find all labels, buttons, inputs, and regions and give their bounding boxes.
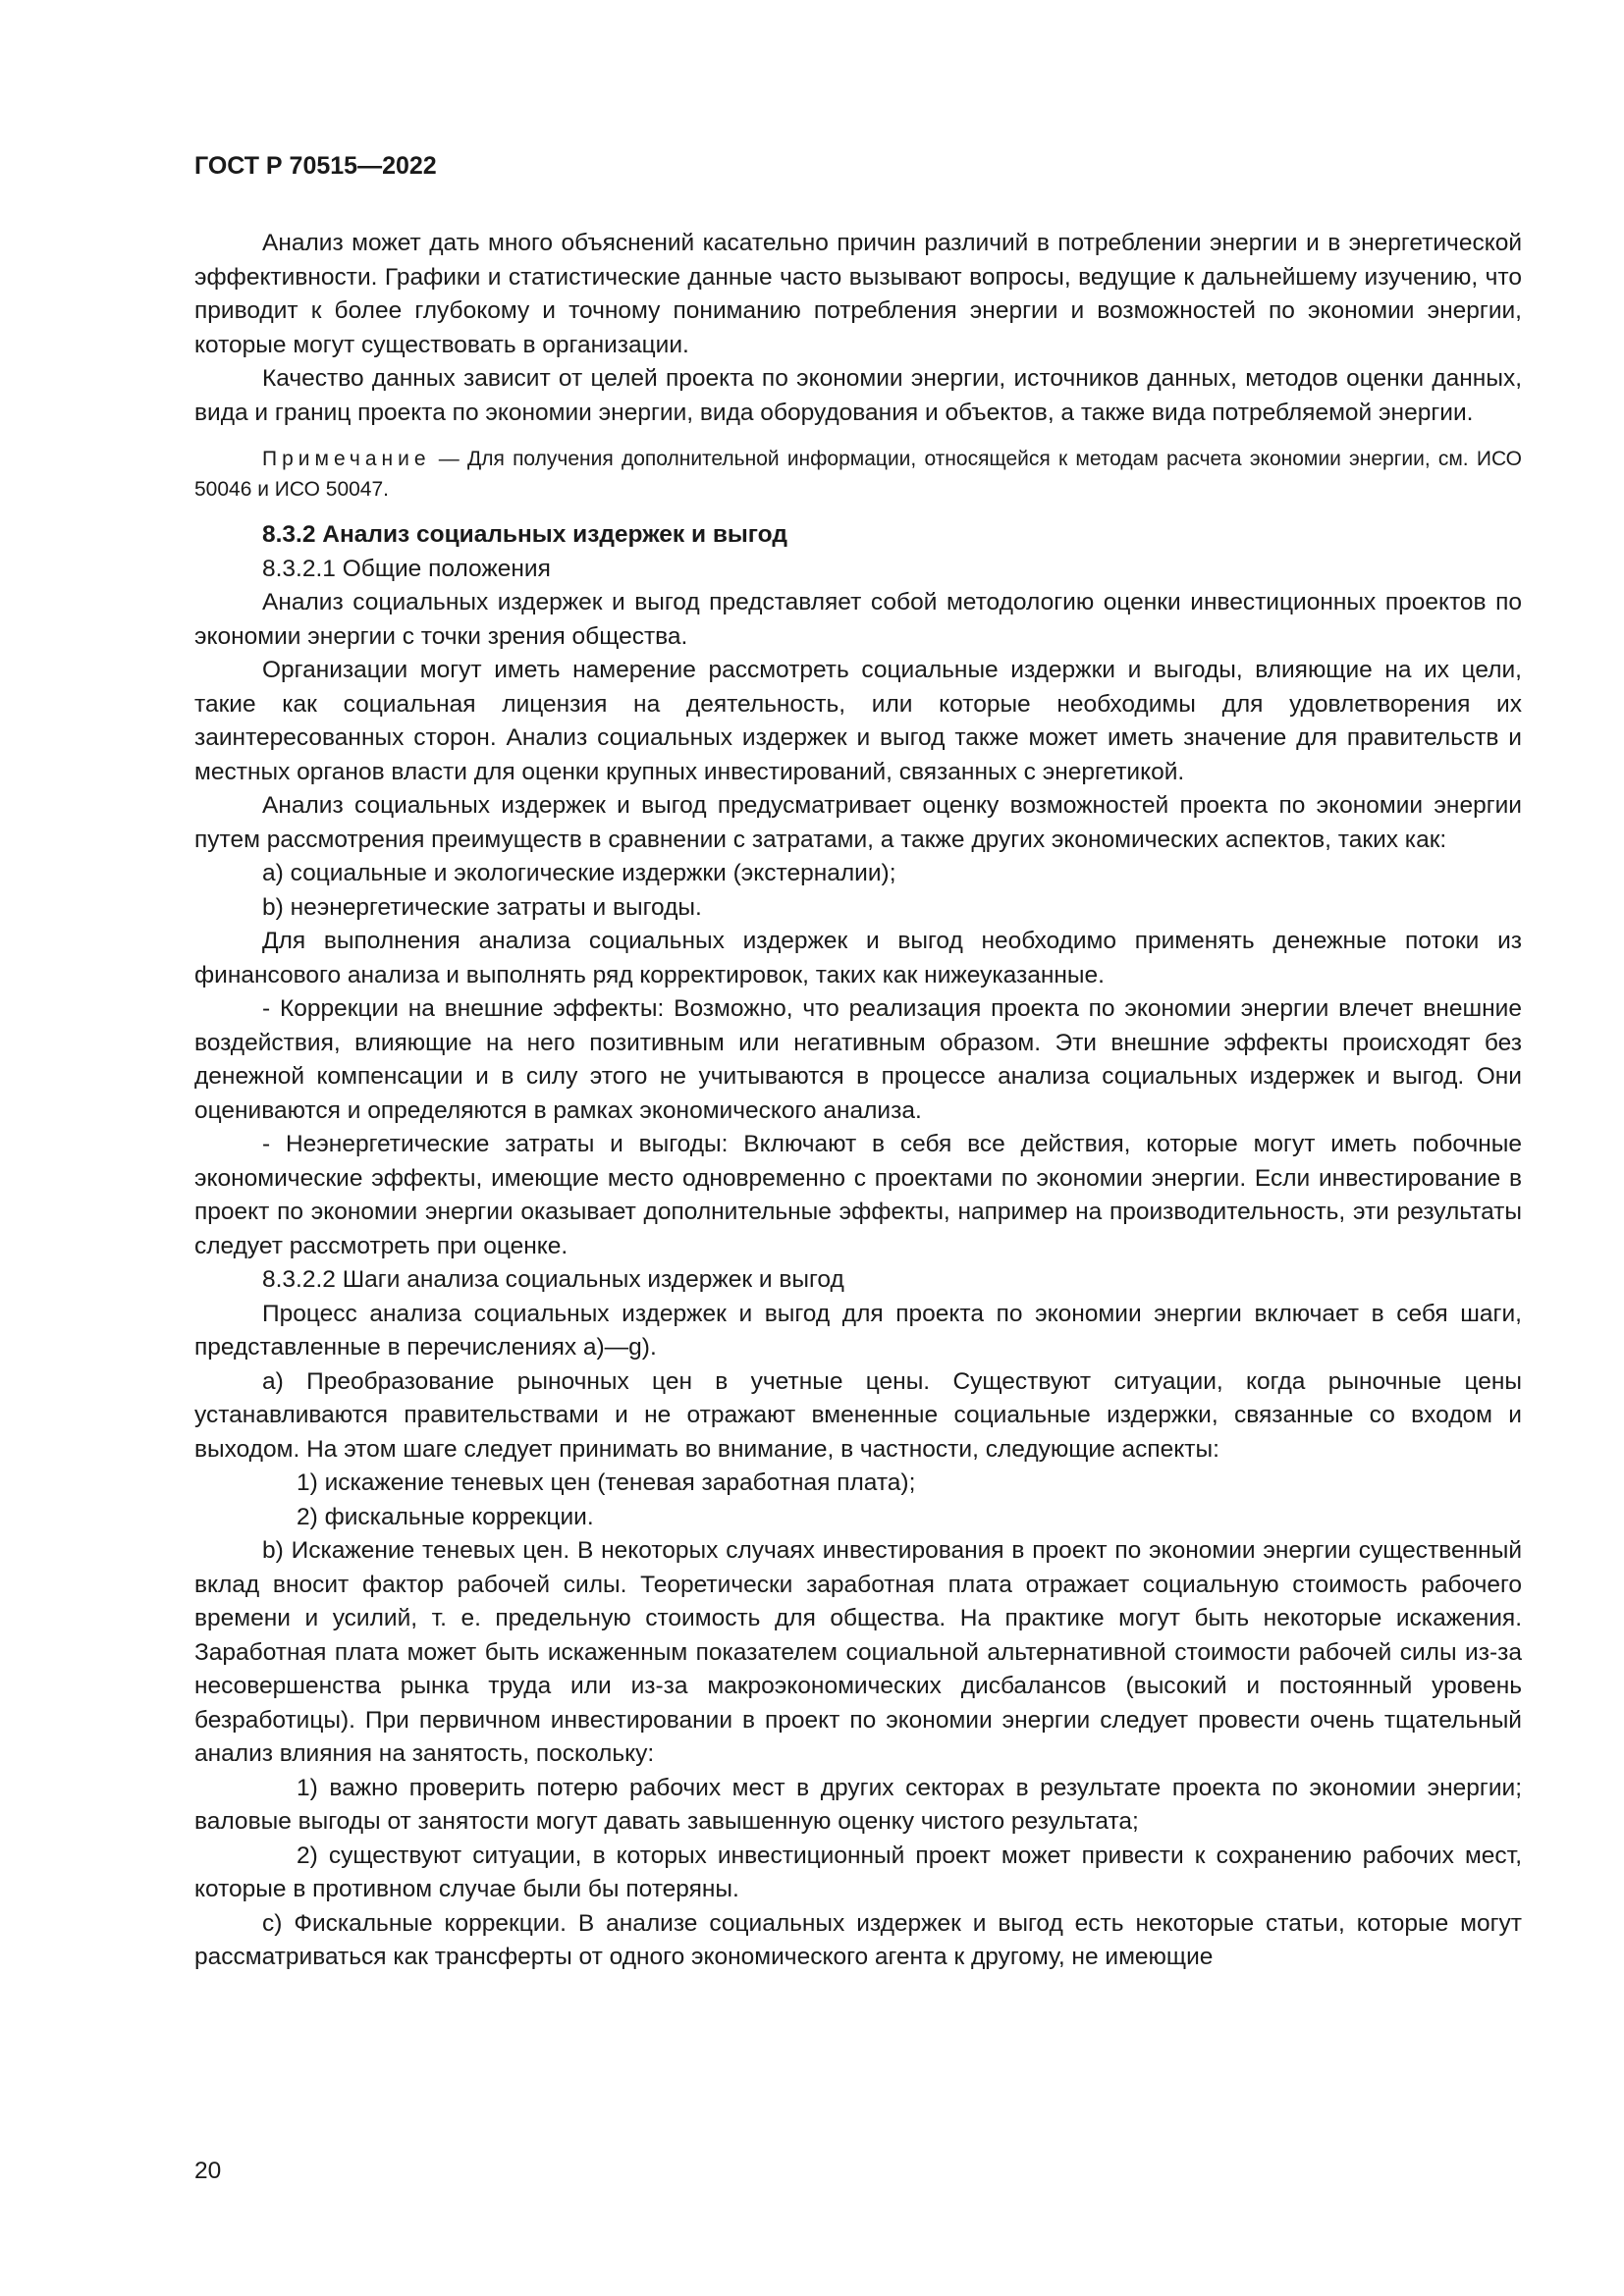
dash-item: - Неэнергетические затраты и выгоды: Включают в себя все действия, которые могут иметь побочные экономические эффекты, имеющие место одновременно с проектами по экономии энергии. Если инвестирование в проект по экономии энергии оказывает дополнительные эффекты, например на производительность, эти результаты следует рассмотреть при оценке. (194, 1131, 1522, 1259)
section-heading: 8.3.2 Анализ социальных издержек и выгод (262, 521, 787, 548)
paragraph: Для выполнения анализа социальных издержек и выгод необходимо применять денежные потоки из финансового анализа и выполнять ряд корректировок, таких как нижеуказанные. (194, 928, 1522, 988)
page-content (194, 227, 1522, 1975)
paragraph: Анализ социальных издержек и выгод предусматривает оценку возможностей проекта по экономии энергии путем рассмотрения преимуществ в сравнении с затратами, а также других экономических аспектов, таких как: (194, 792, 1522, 853)
step-item: а) Преобразование рыночных цен в учетные цены. Существуют ситуации, когда рыночные цены устанавливаются правительствами и не отражают вмененные социальные издержки, связанные со входом и выходом. На этом шаге следует принимать во внимание, в частности, следующие аспекты: (194, 1367, 1522, 1463)
paragraph: Качество данных зависит от целей проекта по экономии энергии, источников данных, методов оценки данных, вида и границ проекта по экономии энергии, вида оборудования и объектов, а также вида потребляемой энергии. (194, 365, 1522, 426)
list-item: 2) существуют ситуации, в которых инвестиционный проект может привести к сохранению рабочих мест, которые в противном случае были бы потеряны. (194, 1842, 1522, 1902)
paragraph: Анализ социальных издержек и выгод представляет собой методологию оценки инвестиционных проектов по экономии энергии с точки зрения общества. (194, 589, 1522, 650)
list-item: 1) искажение теневых цен (теневая заработная плата); (297, 1469, 916, 1496)
step-item: b) Искажение теневых цен. В некоторых случаях инвестирования в проект по экономии энергии существенный вклад вносит фактор рабочей силы. Теоретически заработная плата отражает социальную стоимость рабочего времени и усилий, т. е. предельную стоимость для общества. На практике могут быть некоторые искажения. Заработная плата может быть искаженным показателем социальной альтернативной стоимости рабочей силы из-за несовершенства рынка труда или из-за макроэкономических дисбалансов (высокий и постоянный уровень безработицы). При первичном инвестировании в проект по экономии энергии следует провести очень тщательный анализ влияния на занятость, поскольку: (194, 1537, 1522, 1767)
step-item: с) Фискальные коррекции. В анализе социальных издержек и выгод есть некоторые статьи, которые могут рассматриваться как трансферты от одного экономического агента к другому, не имеющие (194, 1909, 1522, 1970)
paragraph: Анализ может дать много объяснений касательно причин различий в потреблении энергии и в энергетической эффективности. Графики и статистические данные часто вызывают вопросы, ведущие к дальнейшему изучению, что приводит к более глубокому и точному пониманию потребления энергии и возможностей по экономии энергии, которые могут существовать в организации. (194, 230, 1522, 358)
note-text: — Для получения дополнительной информации, относящейся к методам расчета экономии энергии, см. ИСО 50046 и ИСО 50047. (194, 448, 1522, 501)
document-header: ГОСТ Р 70515—2022 (194, 152, 437, 180)
subsection-heading: 8.3.2.1 Общие положения (262, 555, 551, 582)
list-item: a) социальные и экологические издержки (экстерналии); (262, 860, 896, 886)
list-item: 1) важно проверить потерю рабочих мест в других секторах в результате проекта по экономии энергии; валовые выгоды от занятости могут давать завышенную оценку чистого результата; (194, 1774, 1522, 1835)
paragraph: Процесс анализа социальных издержек и выгод для проекта по экономии энергии включает в себя шаги, представленные в перечислениях а)—g). (194, 1300, 1522, 1361)
note (194, 444, 1522, 505)
paragraph: Организации могут иметь намерение рассмотреть социальные издержки и выгоды, влияющие на их цели, такие как социальная лицензия на деятельность, или которые необходимы для удовлетворения их заинтересованных сторон. Анализ социальных издержек и выгод также может иметь значение для правительств и местных органов власти для оценки крупных инвестирований, связанных с энергетикой. (194, 657, 1522, 785)
subsection-heading: 8.3.2.2 Шаги анализа социальных издержек и выгод (262, 1266, 844, 1293)
page-number: 20 (194, 2158, 222, 2184)
list-item: 2) фискальные коррекции. (297, 1503, 594, 1530)
list-item: b) неэнергетические затраты и выгоды. (262, 893, 702, 921)
dash-item: - Коррекции на внешние эффекты: Возможно, что реализация проекта по экономии энергии влечет внешние воздействия, влияющие на него позитивным или негативным образом. Эти внешние эффекты происходят без денежной компенсации и в силу этого не учитываются в процессе анализа социальных издержек и выгод. Они оцениваются и определяются в рамках экономического анализа. (194, 995, 1522, 1124)
note-label: Примечание (262, 448, 431, 470)
